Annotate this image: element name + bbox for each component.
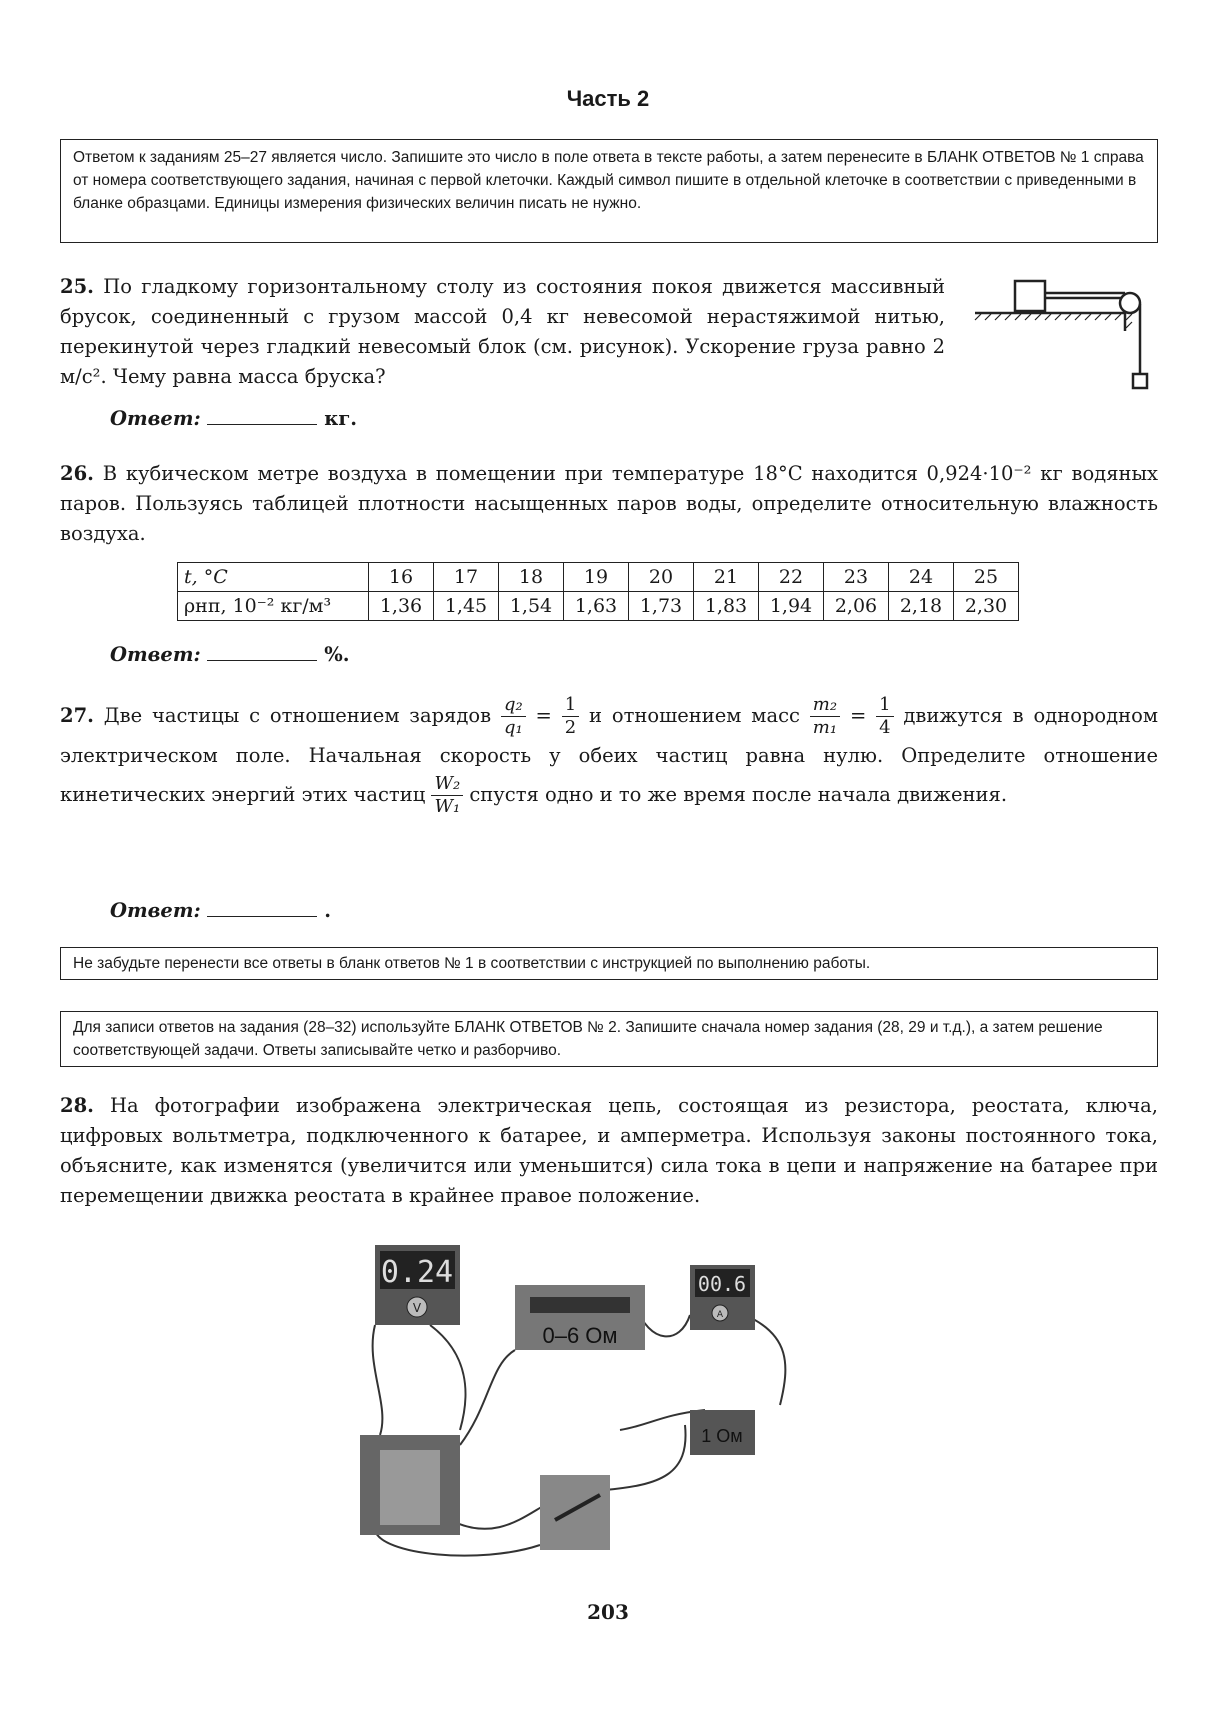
fraction-denominator: 2: [564, 717, 577, 738]
fraction-denominator: W₁: [434, 796, 461, 817]
rheostat: [515, 1285, 645, 1350]
answer-line-25: [110, 406, 357, 430]
density-cell: 1,94: [759, 592, 824, 621]
temperature-cell: 22: [759, 563, 824, 592]
density-cell: 2,06: [824, 592, 889, 621]
fraction-denominator: q₁: [503, 717, 523, 738]
question-26: [60, 459, 1158, 549]
fraction-denominator: 4: [879, 717, 891, 738]
question-text-part2: и отношением масс: [589, 704, 800, 727]
fraction-numerator: 1: [876, 694, 893, 717]
density-cell: 1,83: [694, 592, 759, 621]
question-text-part4: спустя одно и то же время после начала движения.: [469, 783, 1008, 806]
answer-blank[interactable]: [207, 406, 317, 425]
density-cell: 1,73: [629, 592, 694, 621]
question-text-part1: Две частицы с отношением зарядов: [103, 704, 492, 727]
resistor-label: 1 Ом: [701, 1426, 743, 1446]
temperature-cell: 24: [889, 563, 954, 592]
fraction-numerator: 1: [562, 694, 579, 717]
row-header: t, °С: [178, 563, 369, 592]
voltmeter-symbol: V: [412, 1301, 422, 1315]
temperature-cell: 20: [629, 563, 694, 592]
circuit-photo: [360, 1245, 860, 1565]
density-cell: 2,18: [889, 592, 954, 621]
pulley-diagram: [965, 276, 1165, 391]
table-row-density: [178, 592, 1019, 621]
question-text-part3: движутся в однородном электрическом поле. Начальная скорость у обеих частиц равна нулю. Определите отношение кинетических энергий этих частиц: [60, 704, 1159, 806]
density-cell: 1,45: [434, 592, 499, 621]
equals-sign: =: [535, 704, 552, 727]
answer-line-27: [110, 898, 331, 922]
saturated-vapor-table: [177, 562, 1019, 621]
answer-unit: кг.: [324, 407, 358, 430]
temperature-cell: 19: [564, 563, 629, 592]
voltmeter: [375, 1245, 460, 1325]
answer-unit: %.: [324, 643, 350, 666]
answer-label: Ответ:: [110, 899, 201, 922]
table-row-temperature: [178, 563, 1019, 592]
question-28: [60, 1091, 1158, 1211]
question-number: 28.: [60, 1094, 94, 1117]
question-text: В кубическом метре воздуха в помещении при температуре 18°С находится 0,924·10⁻² кг водяных паров. Пользуясь таблицей плотности насыщенных паров воды, определите относительную влажность воздуха.: [60, 462, 1159, 545]
page-title: Часть 2: [566, 86, 650, 111]
voltmeter-display: 0.24: [380, 1255, 454, 1290]
density-cell: 1,36: [369, 592, 434, 621]
rheostat-label: 0–6 Ом: [542, 1323, 618, 1348]
answer-line-26: [110, 642, 350, 666]
page-number: 203: [587, 1600, 629, 1624]
answer-blank[interactable]: [207, 898, 317, 917]
question-text: На фотографии изображена электрическая цепь, состоящая из резистора, реостата, ключа, цифровых вольтметра, подключенного к батарее, и амперметра. Используя законы постоянного тока, объясните, как изменятся (увеличится или уменьшится) сила тока в цепи и напряжение на батарее при перемещении движка реостата в крайнее правое положение.: [60, 1094, 1158, 1207]
ammeter-symbol: A: [716, 1310, 724, 1320]
mass-ratio-value: [876, 694, 893, 739]
question-25: [60, 272, 945, 392]
answer-label: Ответ:: [110, 407, 201, 430]
instructions-box-1: Ответом к заданиям 25–27 является число. Запишите это число в поле ответа в тексте работы, а затем перенесите в БЛАНК ОТВЕТОВ № 1 справа от номера соответствующего задания, начиная с первой клеточки. Каждый символ пишите в отдельной клеточке в соответствии с приведенными в бланке образцами. Единицы измерения физических величин писать не нужно.: [60, 139, 1158, 243]
fraction-numerator: q₂: [501, 694, 526, 717]
reminder-box: Не забудьте перенести все ответы в бланк ответов № 1 в соответствии с инструкцией по выполнению работы.: [60, 947, 1158, 980]
energy-ratio-fraction: [431, 773, 463, 818]
question-number: 25.: [60, 275, 94, 298]
key-switch: [540, 1475, 610, 1550]
row-header: ρнп, 10⁻² кг/м³: [178, 592, 369, 621]
resistor: [690, 1410, 755, 1455]
equals-sign: =: [849, 704, 867, 727]
charge-ratio-fraction: [501, 694, 526, 739]
battery: [360, 1435, 460, 1535]
density-cell: 1,63: [564, 592, 629, 621]
question-number: 26.: [60, 462, 94, 485]
fraction-numerator: m₂: [810, 694, 840, 717]
question-text: По гладкому горизонтальному столу из состояния покоя движется массивный брусок, соединенный с грузом массой 0,4 кг невесомой нерастяжимой нитью, перекинутой через гладкий невесомый блок (см. рисунок). Ускорение груза равно 2 м/с². Чему равна масса бруска?: [60, 275, 946, 388]
answer-label: Ответ:: [110, 643, 201, 666]
mass-ratio-fraction: [810, 694, 840, 739]
ammeter: [690, 1265, 755, 1330]
density-cell: 2,30: [954, 592, 1019, 621]
fraction-denominator: m₁: [812, 717, 838, 738]
temperature-cell: 25: [954, 563, 1019, 592]
answer-unit: .: [324, 899, 332, 922]
question-number: 27.: [60, 704, 94, 727]
density-cell: 1,54: [499, 592, 564, 621]
charge-ratio-value: [562, 694, 579, 739]
temperature-cell: 18: [499, 563, 564, 592]
temperature-cell: 17: [434, 563, 499, 592]
answer-blank[interactable]: [207, 642, 317, 661]
temperature-cell: 23: [824, 563, 889, 592]
temperature-cell: 16: [369, 563, 434, 592]
instructions-box-2: Для записи ответов на задания (28–32) используйте БЛАНК ОТВЕТОВ № 2. Запишите сначала номер задания (28, 29 и т.д.), а затем решение соответствующей задачи. Ответы записывайте четко и разборчиво.: [60, 1011, 1158, 1067]
question-27: [60, 694, 1158, 818]
temperature-cell: 21: [694, 563, 759, 592]
ammeter-display: 00.6: [697, 1272, 747, 1296]
fraction-numerator: W₂: [431, 773, 463, 796]
